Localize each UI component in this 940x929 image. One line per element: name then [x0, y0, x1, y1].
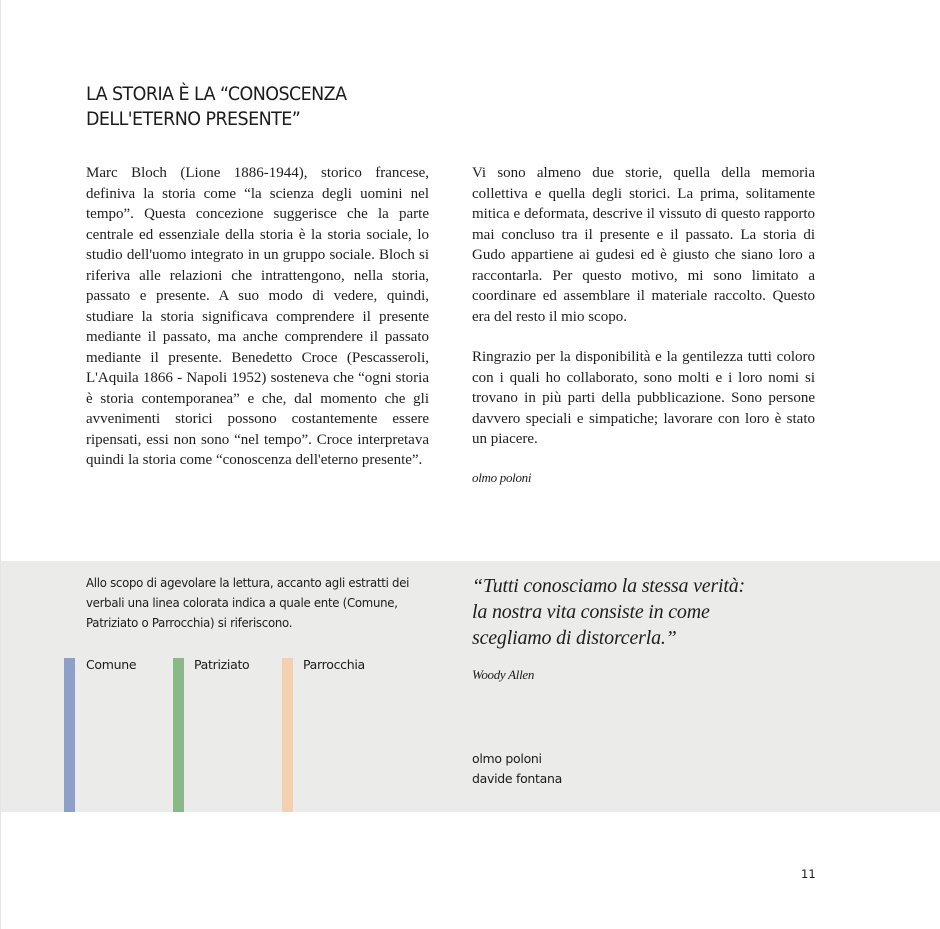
legend-note	[86, 573, 436, 633]
comune-color-bar	[64, 658, 75, 812]
quote-author: Woody Allen	[472, 667, 535, 682]
thanks-paragraph: Ringrazio per la disponibilità e la gentilezza tutti coloro con i quali ho collaborato, sono molti e i loro nomi si trovano in più parti della pubblicazione. Sono persone davvero speciali e simpatiche; lavorare con loro è stato un piacere.	[472, 349, 815, 447]
quote	[472, 573, 812, 651]
quote-line-1: “Tutti conosciamo la stessa verità:	[472, 575, 746, 597]
patriziato-color-bar	[173, 658, 184, 812]
title-line-2: DELL'ETERNO PRESENTE”	[86, 108, 301, 130]
legend-label-parrocchia: Parrocchia	[303, 657, 365, 672]
quote-line-2: la nostra vita consiste in come	[472, 601, 710, 623]
right-text-column	[472, 163, 815, 488]
legend-label-comune: Comune	[86, 657, 137, 672]
legend-label-patriziato: Patriziato	[194, 657, 250, 672]
parrocchia-color-bar	[282, 658, 293, 812]
signature: olmo poloni	[472, 469, 532, 485]
bloch-croce-paragraph: Marc Bloch (Lione 1886-1944), storico francese, definiva la storia come “la scienza degli uomini nel tempo”. Questa concezione suggerisce che la parte centrale ed essenziale della storia è la storia sociale, lo studio dell'uomo integrato in un gruppo sociale. Bloch si riferiva alle relazioni che intrattengono, nella storia, passato e presente. A suo modo di vedere, quindi, studiare la storia significava comprendere il presente mediante il passato, ma anche comprendere il passato mediante il presente. Benedetto Croce (Pescasseroli, L'Aquila 1866 - Napoli 1952) sosteneva che “ogni storia è storia contemporanea” e che, dal momento che gli avvenimenti storici possono costantemente essere ripensati, essi non sono “nel tempo”. Croce interpretava quindi la storia come “conoscenza dell'eterno presente”.	[86, 165, 429, 468]
authors-list	[472, 749, 562, 789]
left-text-column	[86, 163, 429, 471]
paragraph-spacer	[472, 327, 815, 347]
page-number: 11	[801, 867, 816, 881]
legend-note-text: Allo scopo di agevolare la lettura, accanto agli estratti dei verbali una linea colorata indica a quale ente (Comune, Patriziato o Parrocchia) si riferiscono.	[86, 575, 410, 630]
quote-line-3: scegliamo di distorcerla.”	[472, 627, 677, 649]
author-name: davide fontana	[472, 771, 562, 786]
two-histories-paragraph: Vi sono almeno due storie, quella della memoria collettiva e quella degli storici. La prima, solitamente mitica e deformata, descrive il vissuto di questo rapporto mai concluso tra il presente e il passato. La storia di Gudo appartiene ai gudesi ed è giusto che siano loro a raccontarla. Per questo motivo, mi sono limitato a coordinare ed assemblare il materiale raccolto. Questo era del resto il mio scopo.	[472, 165, 815, 325]
title-line-1: LA STORIA È LA “CONOSCENZA	[86, 83, 347, 105]
page-title	[86, 82, 472, 132]
author-name: olmo poloni	[472, 751, 542, 766]
